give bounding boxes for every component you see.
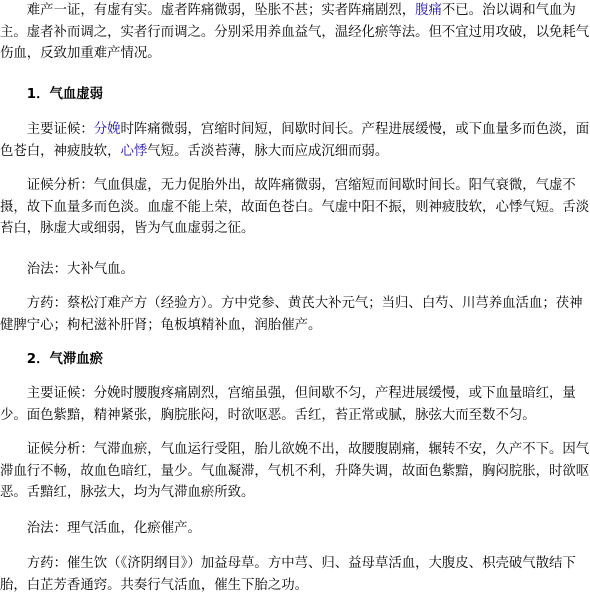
section1-symptoms-text-2: 时阵痛微弱，宫缩时间短，间歇时间长。产程进展缓慢，或下血量多而色淡，面色苍白，神疲肢软，: [0, 122, 590, 159]
section2-formula-paragraph: 方药：催生饮（《济阴纲目》）加益母草。方中芎、归、益母草活血，大腹皮、枳壳破气散结下胎，白芷芳香通窍。共奏行气活血，催生下胎之功。: [0, 556, 576, 593]
intro-paragraph: [0, 0, 590, 65]
intro-text-2: 不已。治以调和气血为主。虚者补而调之，实者行而调之。分别采用养血益气，温经化瘀等法。但不宜过用攻破，以免耗气伤血，反致加重难产情况。: [0, 3, 590, 61]
section2-symptoms-paragraph: 主要证候：分娩时腰腹疼痛剧烈，宫缩虽强，但间歇不匀，产程进展缓慢，或下血量暗红，量少。面色紫黯，精神紧张，胸脘胀闷，时欲呕恶。舌红，苔正常或腻，脉弦大而至数不匀。: [0, 386, 576, 423]
section2-analysis-paragraph: 证候分析：气滞血瘀，气血运行受阻，胎儿欲娩不出，故腰腹剧痛，辗转不安，久产不下。因气滞血行不畅，故血色暗红，量少。气血凝滞，气机不利，升降失调，故面色紫黯，胸闷脘胀，时欲呕恶。舌黯红，脉弦大，均为气滞血瘀所致。: [0, 442, 590, 500]
section1-symptoms-text-3: 气短。舌淡苔薄，脉大而应成沉细而弱。: [147, 143, 389, 159]
section2-method-paragraph: 治法：理气活血，化瘀催产。: [26, 521, 201, 536]
section1-method-paragraph: 治法：大补气血。: [26, 262, 134, 277]
link-childbirth[interactable]: 分娩: [93, 122, 121, 137]
intro-text-1: 难产一证，有虚有实。虚者阵痛微弱，坠胀不甚；实者阵痛剧烈，: [26, 3, 416, 18]
section1-symptoms-paragraph: [0, 119, 590, 162]
link-abdominal-pain[interactable]: 腹痛: [415, 3, 442, 18]
section1-analysis-paragraph: 证候分析：气血俱虚，无力促胎外出，故阵痛微弱，宫缩短而间歇时间长。阳气衰微，气虚不摄，故下血量多而色淡。血虚不能上荣，故面色苍白。气虚中阳不振，则神疲肢软，心悸气短。舌淡苔白，脉虚大或细弱，皆为气血虚弱之征。: [0, 178, 590, 236]
section-heading-qi-stagnation-blood-stasis: 2．气滞血瘀: [26, 352, 104, 367]
section1-symptoms-text-1: 主要证候：: [26, 122, 94, 137]
link-palpitation[interactable]: 心悸: [120, 143, 148, 159]
section1-formula-paragraph: 方药：蔡松汀难产方（经验方）。方中党参、黄芪大补元气；当归、白芍、川芎养血活血；茯神健脾宁心；枸杞滋补肝肾；龟板填精补血，润胎催产。: [0, 296, 583, 333]
section-heading-qi-blood-deficiency: 1．气血虚弱: [26, 87, 104, 102]
